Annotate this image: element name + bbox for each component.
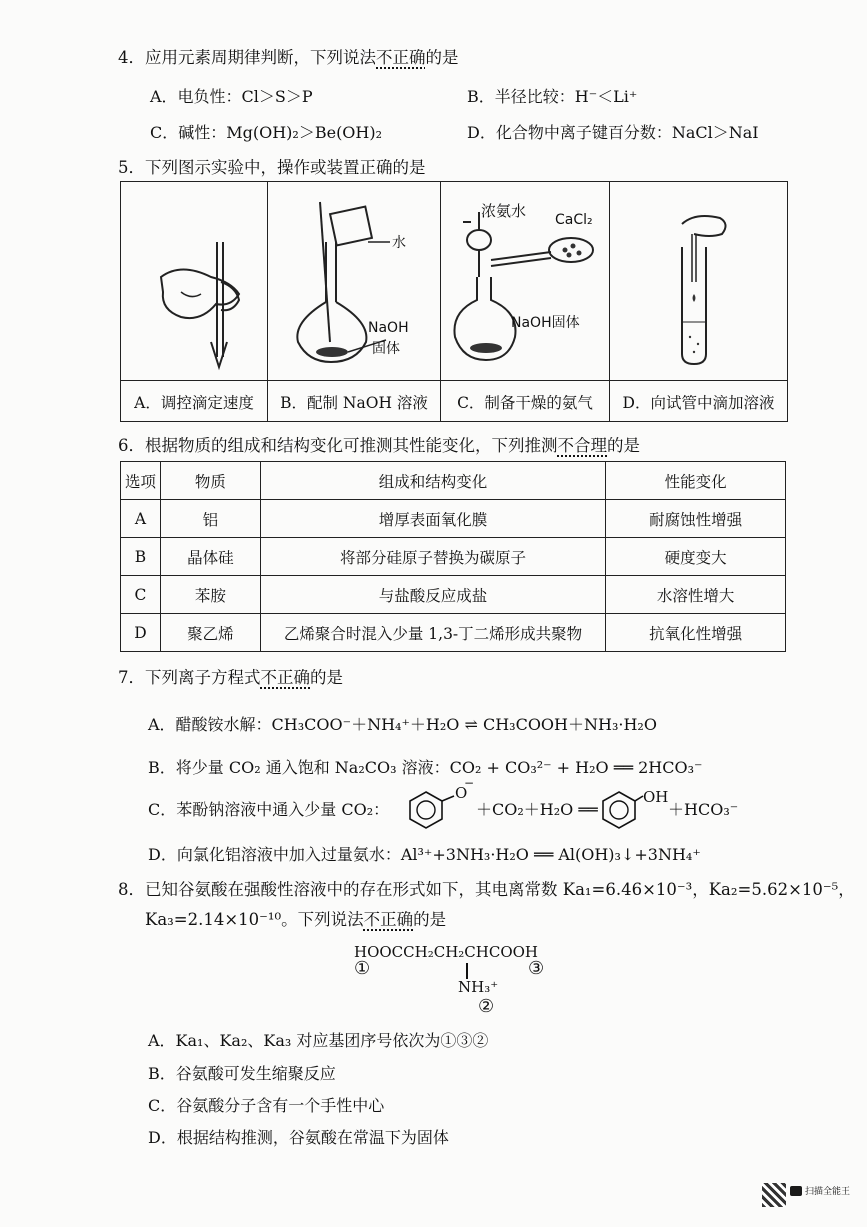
table-cell: D <box>121 614 161 652</box>
table-cell: 与盐酸反应成盐 <box>260 576 605 614</box>
label-naoh-solid: NaOH固体 <box>511 315 580 331</box>
q5-cell-c <box>441 182 610 421</box>
table-cell: 耐腐蚀性增强 <box>606 500 786 538</box>
table-cell: 将部分硅原子替换为碳原子 <box>260 538 605 576</box>
glutamic-acid-formula: HOOCCH₂CH₂CHCOOH <box>354 943 539 961</box>
group-marker-1: ① <box>354 958 371 979</box>
table-row <box>121 538 786 576</box>
q6-stem: 6．根据物质的组成和结构变化可推测其性能变化，下列推测不合理的是 <box>118 436 640 455</box>
table-row <box>121 500 786 538</box>
q4-option-a: A．电负性：Cl＞S＞P <box>150 87 313 106</box>
q8-option-a: A．Ka₁、Ka₂、Ka₃ 对应基团序号依次为①③② <box>148 1031 489 1050</box>
phenoxide-o: O <box>455 784 468 802</box>
table-cell: 硬度变大 <box>606 538 786 576</box>
q4-option-b: B．半径比较：H⁻＜Li⁺ <box>467 87 638 106</box>
table-cell: 聚乙烯 <box>160 614 260 652</box>
q8-option-b: B．谷氨酸可发生缩聚反应 <box>148 1064 336 1083</box>
q8-stem-line2: Ka₃=2.14×10⁻¹⁰。下列说法不正确的是 <box>145 910 447 929</box>
q7-option-d: D．向氯化铝溶液中加入过量氨水：Al³⁺+3NH₃·H₂O ══ Al(OH)₃↓+3NH₄⁺ <box>148 845 701 864</box>
table-cell: 抗氧化性增强 <box>606 614 786 652</box>
q8-option-c: C．谷氨酸分子含有一个手性中心 <box>148 1096 385 1115</box>
q7-option-b: B．将少量 CO₂ 通入饱和 Na₂CO₃ 溶液：CO₂ + CO₃²⁻ + H₂O ══ 2HCO₃⁻ <box>148 758 703 777</box>
table-cell: A <box>121 500 161 538</box>
q5-cell-a <box>121 182 268 421</box>
table-header: 组成和结构变化 <box>260 462 605 500</box>
q5-cell-b <box>268 182 441 421</box>
q5-figure-table <box>120 181 788 422</box>
q7-c-middle: ＋CO₂＋H₂O ══ <box>476 800 598 819</box>
q4-option-d: D．化合物中离子键百分数：NaCl＞NaI <box>467 123 759 142</box>
volumetric-flask-illustration <box>268 182 440 380</box>
label-naoh: NaOH <box>368 320 409 336</box>
q6-table <box>120 461 786 652</box>
label-cacl2: CaCl₂ <box>555 212 593 228</box>
q7-stem: 7．下列离子方程式不正确的是 <box>118 668 343 687</box>
table-row <box>121 576 786 614</box>
phenol-oh: OH <box>643 788 669 806</box>
table-cell: 增厚表面氧化膜 <box>260 500 605 538</box>
bond-line <box>466 963 468 979</box>
label-ammonia: 浓氨水 <box>481 202 527 220</box>
q8-option-d: D．根据结构推测，谷氨酸在常温下为固体 <box>148 1128 449 1147</box>
table-cell: 晶体硅 <box>160 538 260 576</box>
phenoxide-charge: − <box>464 776 475 790</box>
table-cell: B <box>121 538 161 576</box>
scanner-logo-icon <box>790 1186 802 1196</box>
q4-stem: 4．应用元素周期律判断，下列说法不正确的是 <box>118 48 459 67</box>
q5-caption-b: B．配制 NaOH 溶液 <box>268 380 440 422</box>
q7-option-c: C．苯酚钠溶液中通入少量 CO₂： <box>148 800 390 819</box>
q5-caption-a: A．调控滴定速度 <box>121 380 267 422</box>
q5-caption-c: C．制备干燥的氨气 <box>441 380 609 422</box>
label-solid: 固体 <box>372 341 400 357</box>
test-tube-illustration <box>610 182 787 380</box>
table-header: 物质 <box>160 462 260 500</box>
q5-cell-d <box>610 182 787 421</box>
table-cell: 苯胺 <box>160 576 260 614</box>
table-header: 性能变化 <box>606 462 786 500</box>
table-cell: 铝 <box>160 500 260 538</box>
watermark-text: 扫描全能王 <box>805 1187 851 1197</box>
q5-caption-d: D．向试管中滴加溶液 <box>610 380 787 422</box>
table-header: 选项 <box>121 462 161 500</box>
table-cell: 水溶性增大 <box>606 576 786 614</box>
group-marker-3: ③ <box>528 958 545 979</box>
nh3-group: NH₃⁺ <box>458 978 499 996</box>
table-cell: C <box>121 576 161 614</box>
table-header-row <box>121 462 786 500</box>
group-marker-2: ② <box>478 996 495 1017</box>
q4-option-c: C．碱性：Mg(OH)₂＞Be(OH)₂ <box>150 123 383 142</box>
label-water: 水 <box>392 235 406 251</box>
qr-code-icon <box>762 1183 786 1207</box>
titration-hand-illustration <box>121 182 267 380</box>
table-cell: 乙烯聚合时混入少量 1,3-丁二烯形成共聚物 <box>260 614 605 652</box>
q5-stem: 5．下列图示实验中，操作或装置正确的是 <box>118 158 426 177</box>
q7-c-post: ＋HCO₃⁻ <box>668 800 739 819</box>
q7-option-a: A．醋酸铵水解：CH₃COO⁻＋NH₄⁺＋H₂O ⇌ CH₃COOH＋NH₃·H₂O <box>148 715 657 734</box>
q8-stem-line1: 8．已知谷氨酸在强酸性溶液中的存在形式如下，其电离常数 Ka₁=6.46×10⁻³，Ka₂=5.62×10⁻⁵， <box>118 880 855 899</box>
table-row <box>121 614 786 652</box>
